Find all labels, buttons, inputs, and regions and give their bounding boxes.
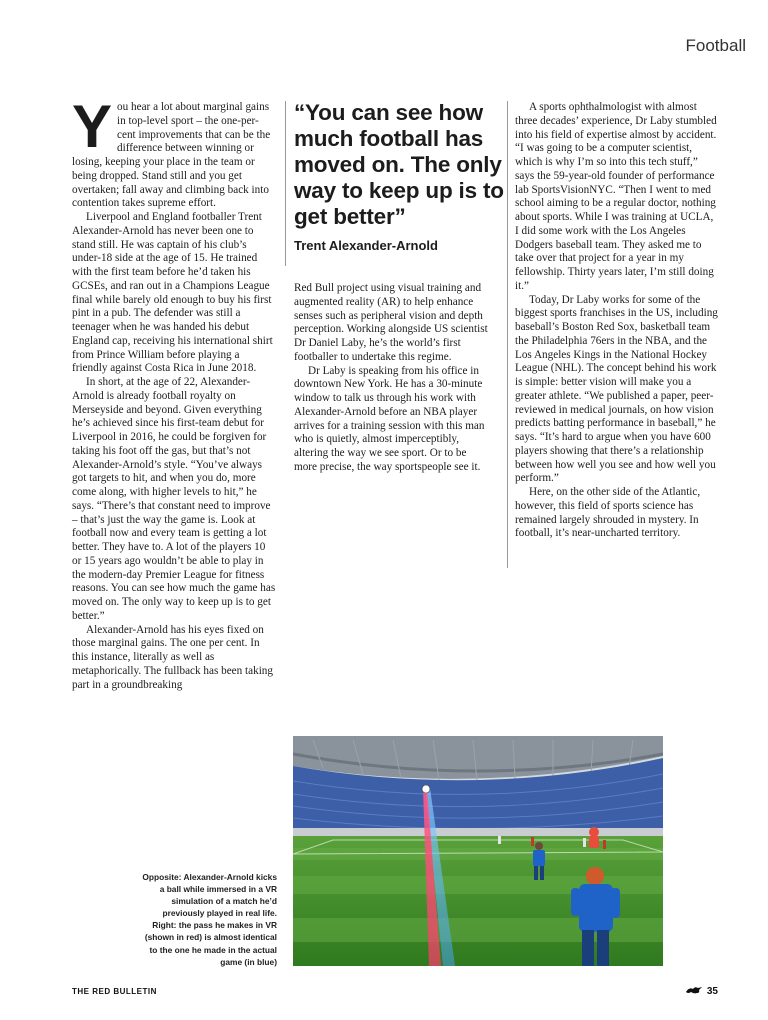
pull-quote: “You can see how much football has moved on. The only way to keep up is to get better” xyxy=(294,100,504,229)
article-column-1 xyxy=(72,93,276,692)
red-bull-icon xyxy=(685,985,703,998)
paragraph: A sports ophthalmologist with almost three decades’ experience, Dr Laby stumbled into his field of expertise almost by accident. “I was going to be a computer scientist, which is why I’m so into this tech stuff,” says the 59-year-old founder of performance lab SportsVisionNYC. “Then I went to med school aiming to be a regular doctor, nothing about sports. While I was training at UCLA, I did some work with the Los Angeles Dodgers baseball team. They asked me to take over that project for a year in my fellowship. Thirty years later, I’m still doing it.” xyxy=(515,101,717,292)
paragraph: In short, at the age of 22, Alexander-Arnold is already football royalty on Merseyside and beyond. Given everything he’s achieved since his first-team debut for Liverpool in 2016, he could be forgiven for taking his foot off the gas, but that’s not Alexander-Arnold’s style. “You’ve always got targets to hit, and when you do, more come along, with higher levels to hit,” he says. “There’s that constant need to improve – that’s just the way the game is. Look at football now and every team is getting a lot better. They have to. A lot of the players 10 or 15 years ago wouldn’t be able to play in the modern-day Premier League for fitness reasons. You can see how much the game has moved on. The only way to keep up is to get better.” xyxy=(72,376,276,622)
paragraph: Today, Dr Laby works for some of the biggest sports franchises in the US, including baseball’s Boston Red Sox, basketball team the Philadelphia 76ers in the NBA, and the Los Angeles Kings in the National Hockey League (NHL). The concept behind his work is simple: better vision will make you a greater athlete. “We published a paper, peer-reviewed in medical journals, on how vision predicts batting performance in baseball,” he says. “It’s hard to argue when you have 600 players showing that there’s a relationship between how well you see and how well you perform.” xyxy=(515,293,718,485)
paragraph: Red Bull project using visual training and augmented reality (AR) to help enhance senses such as peripheral vision and depth perception. Working alongside US scientist Dr Daniel Laby, he’s the world’s first footballer to undertake this regime. xyxy=(294,282,488,363)
vr-stadium-photo xyxy=(293,736,663,966)
page-number: 35 xyxy=(706,986,718,997)
section-label: Football xyxy=(685,36,746,55)
paragraph: Alexander-Arnold has his eyes fixed on those marginal gains. The one per cent. In this instance, literally as well as metaphorically. The fullback has been taking part in a groundbreaking xyxy=(72,623,273,691)
pull-quote-attribution: Trent Alexander-Arnold xyxy=(294,238,438,253)
paragraph: Here, on the other side of the Atlantic, however, this field of sports science has remained largely shrouded in mystery. In football, it’s near-uncharted territory. xyxy=(515,486,701,540)
article-column-2 xyxy=(294,282,488,475)
paragraph: ou hear a lot about marginal gains in top-level sport – the one-per-cent improvements that can be the difference between winning or losing, keeping your place in the team or being dropped. Stand still and you get overtaken; fall away and climbing back into contention takes supreme effort. xyxy=(72,101,271,210)
column-rule xyxy=(285,101,286,266)
paragraph: Dr Laby is speaking from his office in downtown New York. He has a 30-minute window to talk us through his work with Alexander-Arnold before an NBA player arrives for a training session with this man who is quietly, almost imperceptibly, altering the way we see sport. Or to be more precise, the way sportspeople see it. xyxy=(294,364,485,473)
column-rule xyxy=(507,101,508,568)
page-number-block xyxy=(685,985,718,998)
photo-caption: Opposite: Alexander-Arnold kicks a ball while immersed in a VR simulation of a match he’d previously played in real life. Right: the pass he makes in VR (shown in red) is almost identical to the one he made in the actual game (in blue) xyxy=(142,872,277,967)
drop-cap: Y xyxy=(72,93,113,160)
paragraph: Liverpool and England footballer Trent Alexander-Arnold has never been one to stand still. He was captain of his club’s under-18 side at the age of 15. He trained with the first team before he’d taken his GCSEs, and ran out in a Champions League final while barely old enough to buy his first pint in a pub. The defender was still a teenager when he was handed his debut England cap, receiving his international shirt from Prince William before playing a friendly against Costa Rica in June 2018. xyxy=(72,211,273,375)
magazine-name: THE RED BULLETIN xyxy=(72,987,157,996)
article-column-3 xyxy=(515,101,719,541)
